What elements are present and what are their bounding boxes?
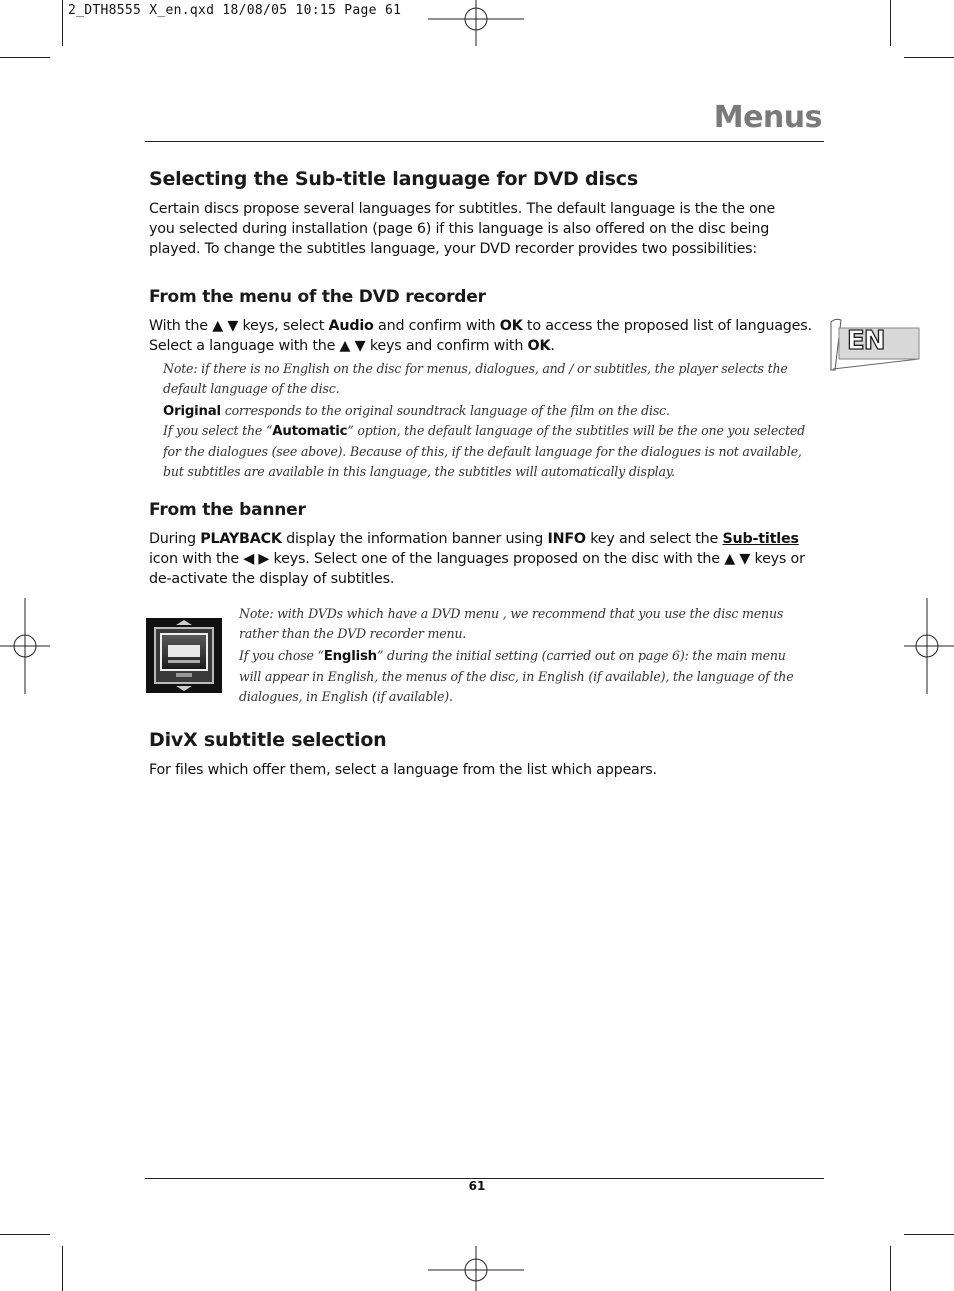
registration-mark-bottom (428, 1246, 526, 1291)
header-rule (145, 141, 824, 142)
section-intro-paragraph: Certain discs propose several languages for subtitles. The default language is the the one you selected during installation (page 6) if this language is also offered on the disc being played. To change the subtitles language, your DVD recorder provides two possibilities: (149, 201, 776, 257)
dvd-menu-icon (146, 618, 222, 693)
registration-mark-right (904, 598, 954, 694)
section-heading-divx: DivX subtitle selection (149, 729, 387, 751)
language-tab-label: EN (847, 326, 885, 356)
file-slug: 2_DTH8555 X_en.qxd 18/08/05 10:15 Page 61 (68, 3, 402, 18)
registration-mark-left (0, 598, 50, 694)
subheading-menu-recorder: From the menu of the DVD recorder (149, 287, 486, 307)
subheading-banner: From the banner (149, 500, 306, 520)
language-tab (829, 312, 921, 374)
menu-instructions-paragraph: With the ▲ ▼ keys, select Audio and confirm with OK to access the proposed list of languages. Select a language with the ▲ ▼ keys and confirm with OK. (149, 318, 812, 354)
page-number: 61 (468, 1179, 486, 1193)
registration-mark-top (428, 0, 526, 46)
section-heading-subtitle-language: Selecting the Sub-title language for DVD discs (149, 168, 638, 190)
note-automatic: If you select the “Automatic” option, the default language of the subtitles will be the one you selected for the dialogues (see above). Because of this, if the default language for the dialogues is not available, but subtitles are available in this language, the subtitles will automatically display. (163, 423, 805, 479)
note-original: Original corresponds to the original soundtrack language of the film on the disc. (163, 403, 670, 419)
note-dvd-menu: Note: with DVDs which have a DVD menu , we recommend that you use the disc menus rather than the DVD recorder menu. (239, 606, 784, 641)
note-english-setting: If you chose “English” during the initial setting (carried out on page 6): the main menu will appear in English, the menus of the disc, in English (if available), the language of the dialogues, in English (if available). (239, 648, 794, 704)
banner-instructions-paragraph: During PLAYBACK display the information banner using INFO key and select the Sub-titles icon with the ◀ ▶ keys. Select one of the languages proposed on the disc with the ▲ ▼ keys or de-activate the display of subtitles. (149, 531, 805, 587)
divx-paragraph: For files which offer them, select a language from the list which appears. (149, 762, 657, 778)
page-title: Menus (713, 100, 822, 135)
note-no-english: Note: if there is no English on the disc for menus, dialogues, and / or subtitles, the player selects the default language of the disc. (163, 361, 788, 396)
